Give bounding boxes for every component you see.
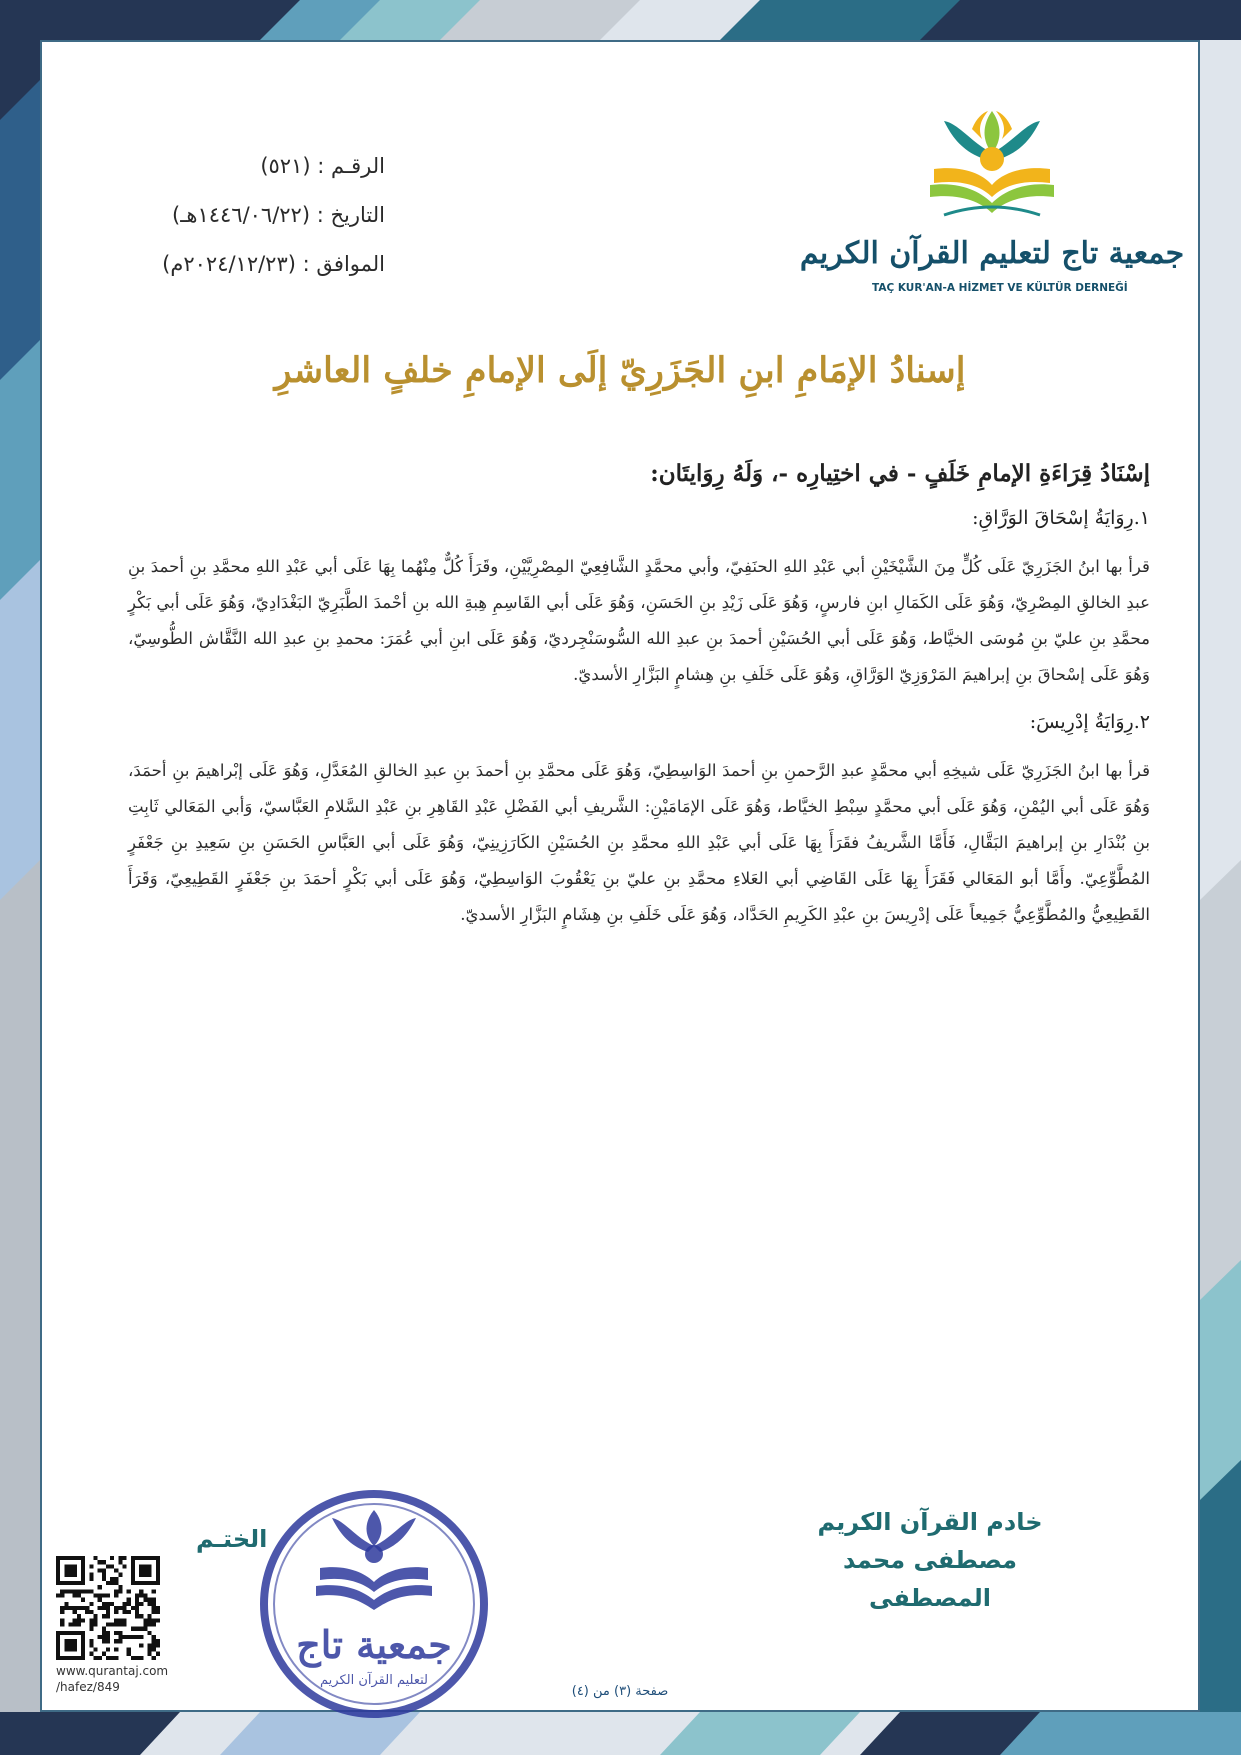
organization-stamp [258,1488,490,1720]
seal-label: الختـم [196,1525,268,1553]
organization-logo [799,103,1185,303]
stamp-main-text: جمعية تاج [296,1622,452,1667]
quran-book-lotus-logo-icon [799,103,1185,283]
qr-code-icon[interactable] [56,1556,160,1660]
hijri-date-value: (١٤٤٦/٠٦/٢٢هـ) [172,203,311,227]
quran-lotus-stamp-icon [258,1488,490,1720]
document-title: إسنادُ الإمَامِ ابنِ الجَزَرِيّ إلَى الإمامِ خلفٍ العاشرِ [274,350,966,391]
gregorian-date-value: (٢٠٢٤/١٢/٢٣م) [162,252,296,276]
section-heading: إسْنَادُ قِرَاءَةِ الإمامِ خَلَفٍ - في اختِيارِه -، وَلَهُ رِوَايتَان: [650,460,1150,487]
reference-number-value: (٥٢١) [260,154,311,178]
stamp-sub-text: لتعليم القرآن الكريم [320,1673,428,1688]
verification-url-host[interactable]: www.qurantaj.com [56,1664,169,1678]
narration-heading-ishaq: ١.رِوَايَةُ إسْحَاقَ الوَرَّاقِ: [972,507,1150,529]
signature-name: مصطفى محمد المصطفى [843,1546,1017,1612]
verification-url-path[interactable]: /hafez/849 [56,1680,120,1694]
organization-name-latin: TAÇ KUR'AN-A HİZMET VE KÜLTÜR DERNEĞİ [872,282,1128,294]
narration-text-ishaq: قرأ بها ابنُ الجَزَرِيّ عَلَى كُلٍّ مِنَ الشَّيْخَيْنِ أبي عَبْدِ اللهِ الحنَفِيّ، وأبي محمَّدٍ الشَّافِعِيّ المِصْرِيَّيْنِ، وقَرَأَ كُلٌّ مِنْهُما بِهَا عَلَى أبي عَبْدِ اللهِ محمَّدِ بنِ أحمدَ بنِ عبدِ الخالقِ المِصْرِيّ، وَهُوَ عَلَى الكَمَالِ ابنِ فارسٍ، وَهُوَ عَلَى زَيْدِ بنِ الحَسَنِ، وَهُوَ عَلَى أبي القَاسِمِ هِبةِ الله بنِ أحْمدَ الطَّبَرِيّ البَغْدَادِيّ، وَهُوَ عَلَى أبي بَكْرٍ محمَّدِ بنِ عليّ بنِ مُوسَى الخيَّاط، وَهُوَ عَلَى أبي الحُسَيْنِ أحمدَ بنِ عبدِ الله السُّوسَنْجِرديّ، وَهُوَ عَلَى ابنِ أبي عُمَرَ: محمدِ بنِ عبدِ الله النَّقَّاش الطُّوسِيّ، وَهُوَ عَلَى إسْحاقَ بنِ إبراهيمَ المَرْوَزِيّ الوَرَّاقِ، وَهُوَ عَلَى خَلَفِ بنِ هِشامٍ البَزَّارِ الأسديّ. [128,557,1150,684]
signature-block [780,1503,1080,1617]
document-body [128,460,1150,951]
narration-heading-idris: ٢.رِوَايَةُ إدْرِيسَ: [1029,711,1150,733]
verification-url[interactable] [56,1663,168,1695]
gregorian-date-label: الموافق : [302,252,385,276]
signature-title: خادم القرآن الكريم [817,1508,1043,1536]
hijri-date-label: التاريخ : [316,203,385,227]
page-number: صفحة (٣) من (٤) [571,1684,669,1699]
narration-text-idris: قرأ بها ابنُ الجَزَرِيّ عَلَى شيخِهِ أبي محمَّدٍ عبدِ الرَّحمنِ بنِ أحمدَ الوَاسِطِيّ، وَهُوَ عَلَى محمَّدِ بنِ أحمدَ بنِ عبدِ الخالقِ المُعَدَّلِ، وَهُوَ عَلَى إبْراهيمَ بنِ أحمَدَ، وَهُوَ عَلَى أبي اليُمْنِ، وَهُوَ عَلَى أبي محمَّدٍ سِبْطِ الخيَّاط، وَهُوَ عَلَى الإمَامَيْنِ: الشَّريفِ أبي الفَضْلِ عَبْدِ القَاهِرِ بنِ عَبْدِ السَّلامِ العَبَّاسيّ، وَأبي المَعَالي ثَابِتِ بنِ بُنْدَارِ بنِ إبراهيمَ البَقَّالِ، فَأَمَّا الشَّريفُ فقَرَأَ بِهَا عَلَى أبي عَبْدِ اللهِ محمَّدِ بنِ الحُسَيْنِ الكَارَزِينِيّ، وَهُوَ عَلَى أبي العَبَّاسِ الحَسَنِ بنِ سَعِيدِ بنِ جَعْفَرٍ المُطَّوِّعِيّ. وأَمَّا أبو المَعَالي فَقَرَأَ بِهَا عَلَى القَاضِي أبي العَلاءِ محمَّدِ بنِ عليّ بنِ يَعْقُوبَ الوَاسِطِيّ، وَهُوَ عَلَى أبي بَكْرٍ أحمَدَ بنِ جَعْفَرٍ القَطِيعِيّ، وَقَرَأَ القَطِيعِيُّ والمُطَّوِّعِيُّ جَمِيعاً عَلَى إدْرِيسَ بنِ عبْدِ الكَرِيمِ الحَدَّاد، وَهُوَ عَلَى خَلَفِ بنِ هِشَامٍ البَزَّارِ الأسديّ. [128,761,1150,924]
hijri-date-row [162,195,385,244]
reference-number-label: الرقـم : [317,154,385,178]
reference-number-row [162,146,385,195]
reference-block [162,146,385,293]
gregorian-date-row [162,244,385,293]
svg-text:جمعية تاج لتعليم القرآن الكريم: جمعية تاج لتعليم القرآن الكريم [799,236,1185,271]
